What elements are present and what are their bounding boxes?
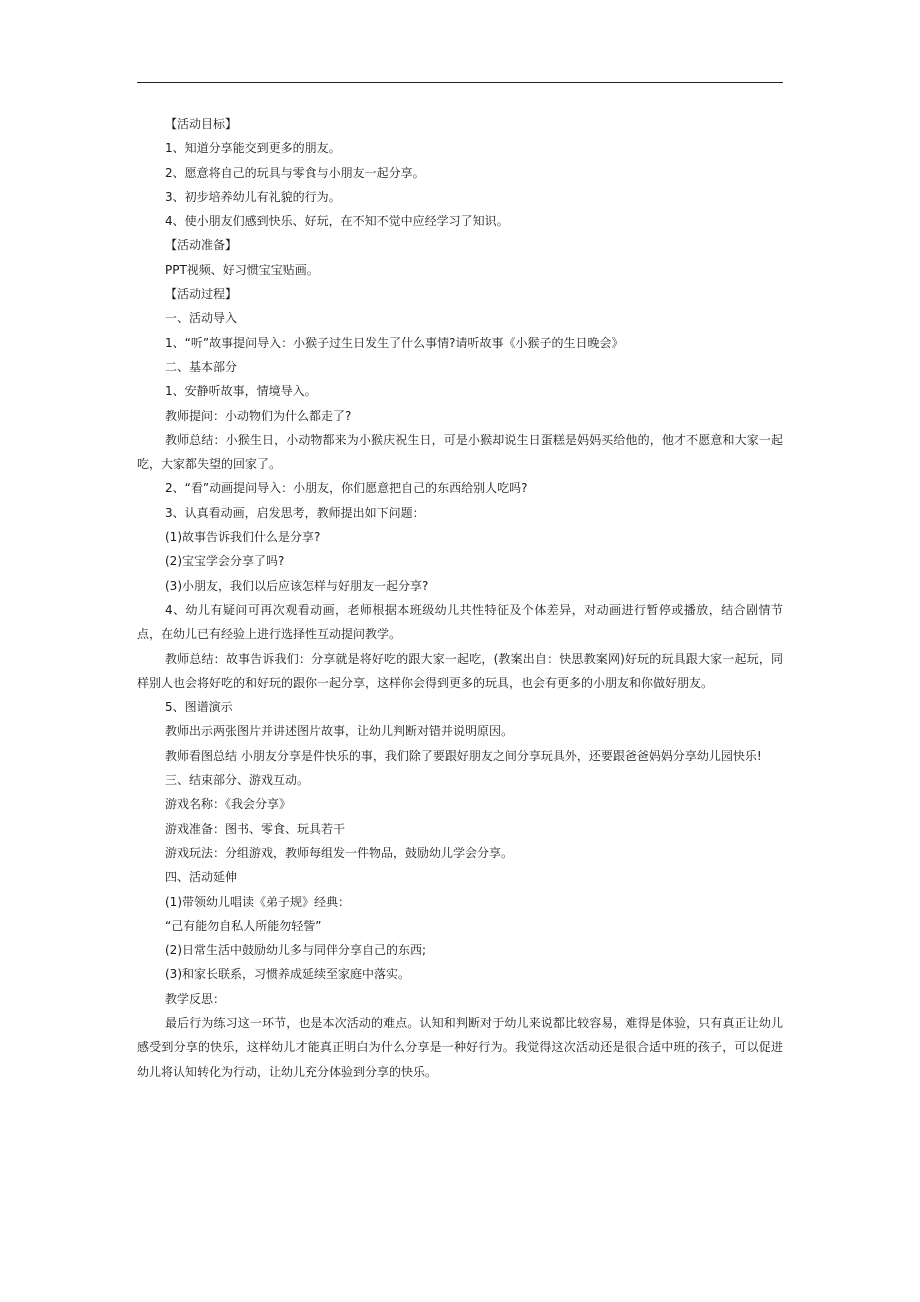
goal-item: 1、知道分享能交到更多的朋友。 — [165, 141, 341, 156]
text-line: 教师提问：小动物们为什么都走了? — [165, 408, 352, 423]
paragraph-reflection: 最后行为练习这一环节，也是本次活动的难点。认知和判断对于幼儿来说都比较容易，难得是体验，只有真正让幼儿感受到分享的快乐，这样幼儿才能真正明白为什么分享是一种好行为。我觉得这次活动还是很合适中班的孩子，可以促进幼儿将认知转化为行动，让幼儿充分体验到分享的快乐。 — [137, 1015, 783, 1079]
question-item: (3)小朋友，我们以后应该怎样与好朋友一起分享? — [165, 578, 429, 593]
text-line: 1、“听”故事提问导入：小猴子过生日发生了什么事情?请听故事《小猴子的生日晚会》 — [165, 335, 624, 350]
section-heading-goals: 【活动目标】 — [165, 117, 238, 131]
subheading-basic: 二、基本部分 — [165, 359, 238, 374]
subheading-intro: 一、活动导入 — [165, 311, 238, 326]
goal-item: 3、初步培养幼儿有礼貌的行为。 — [165, 189, 341, 204]
text-line: (3)和家长联系，习惯养成延续至家庭中落实。 — [165, 967, 410, 982]
text-line: 教师看图总结 小朋友分享是件快乐的事，我们除了要跟好朋友之间分享玩具外，还要跟爸爸妈妈分享幼儿园快乐! — [165, 748, 762, 763]
subheading-extension: 四、活动延伸 — [165, 870, 238, 885]
header-rule — [137, 82, 783, 83]
text-line: (1)带领幼儿唱读《弟子规》经典： — [165, 894, 350, 909]
paragraph-teacher-summary-2: 教师总结：故事告诉我们：分享就是将好吃的跟大家一起吃，(教案出自：快思教案网)好玩的玩具跟大家一起玩，同样别人也会将好吃的和好玩的跟你一起分享，这样你会得到更多的玩具，也会有更多的小朋友和你做好朋友。 — [137, 651, 783, 690]
text-line: 2、“看”动画提问导入：小朋友，你们愿意把自己的东西给别人吃吗? — [165, 481, 528, 496]
question-item: (2)宝宝学会分享了吗? — [165, 554, 285, 569]
text-line: 游戏准备：图书、零食、玩具若干 — [165, 821, 346, 836]
question-item: (1)故事告诉我们什么是分享? — [165, 530, 321, 545]
goal-item: 2、愿意将自己的玩具与零食与小朋友一起分享。 — [165, 165, 425, 180]
preparation-text: PPT视频、好习惯宝宝贴画。 — [165, 262, 319, 277]
text-line: (2)日常生活中鼓励幼儿多与同伴分享自己的东西; — [165, 943, 427, 958]
paragraph-teacher-summary-1: 教师总结：小猴生日，小动物都来为小猴庆祝生日，可是小猴却说生日蛋糕是妈妈买给他的，他才不愿意和大家一起吃，大家都失望的回家了。 — [137, 432, 783, 472]
goal-item: 4、使小朋友们感到快乐、好玩，在不知不觉中应经学习了知识。 — [165, 214, 509, 229]
subheading-reflection: 教学反思： — [165, 991, 226, 1006]
document-body — [137, 112, 783, 1084]
section-heading-preparation: 【活动准备】 — [165, 238, 238, 253]
text-line: 游戏名称：《我会分享》 — [165, 797, 292, 812]
text-line: 3、认真看动画，启发思考，教师提出如下问题： — [165, 505, 425, 520]
quote-line: “己有能勿自私人所能勿轻訾” — [165, 918, 322, 933]
section-heading-process: 【活动过程】 — [165, 287, 238, 302]
paragraph-rewatch: 4、幼儿有疑问可再次观看动画，老师根据本班级幼儿共性特征及个体差异，对动画进行暂停或播放，结合剧情节点，在幼儿已有经验上进行选择性互动提问教学。 — [137, 602, 783, 642]
text-line: 游戏玩法：分组游戏，教师每组发一件物品，鼓励幼儿学会分享。 — [165, 845, 514, 860]
text-line: 教师出示两张图片并讲述图片故事，让幼儿判断对错并说明原因。 — [165, 724, 514, 739]
text-line: 1、安静听故事，情境导入。 — [165, 384, 317, 399]
subheading-end: 三、结束部分、游戏互动。 — [165, 773, 310, 788]
text-line: 5、图谱演示 — [165, 700, 233, 715]
